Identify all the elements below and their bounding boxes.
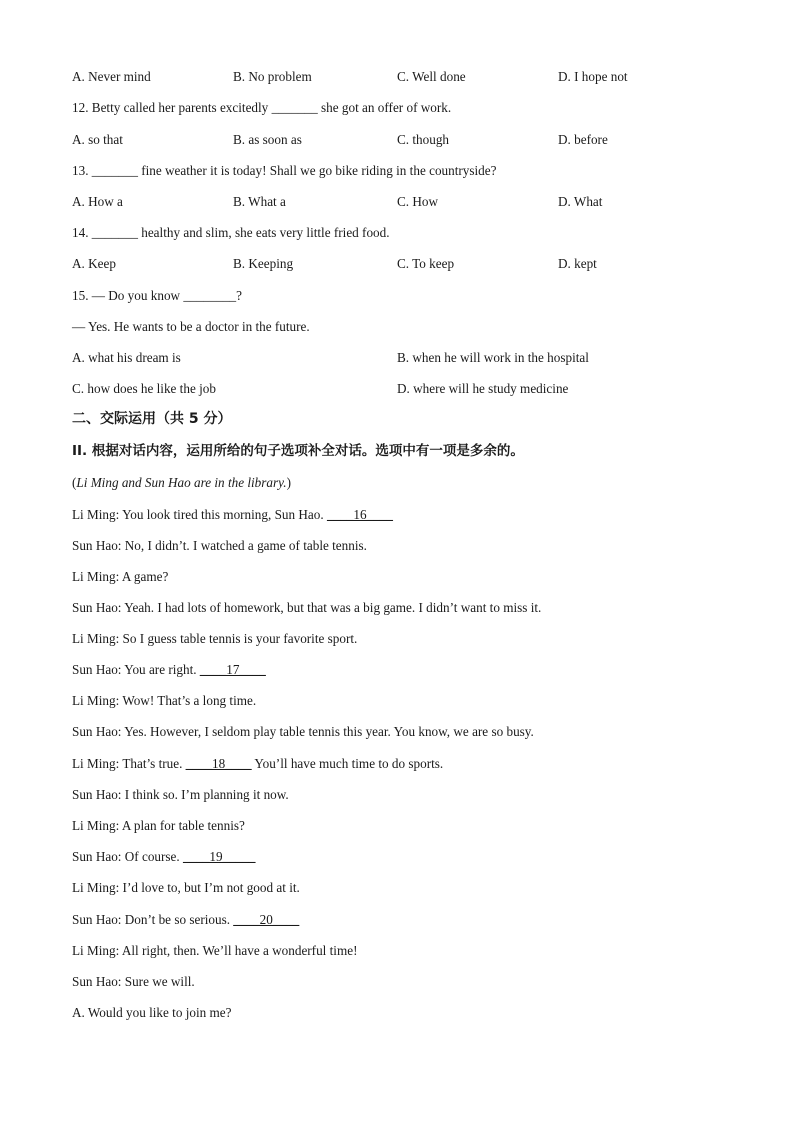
dialogue-line: Sun Hao: No, I didn’t. I watched a game of table tennis.: [72, 538, 367, 553]
q15-option-b: B. when he will work in the hospital: [397, 350, 589, 365]
dialogue-line: Li Ming: I’d love to, but I’m not good at it.: [72, 880, 300, 895]
answer-option-a: A. Would you like to join me?: [72, 1005, 232, 1020]
dialogue-line: Sun Hao: Yeah. I had lots of homework, but that was a big game. I didn’t want to miss it.: [72, 600, 542, 615]
question-14: [72, 225, 390, 241]
q11-option-c: C. Well done: [397, 69, 466, 84]
dialogue-line: [72, 756, 443, 772]
dialogue-line: [72, 849, 256, 865]
dialogue-line: Sun Hao: Sure we will.: [72, 974, 195, 989]
question-text: 12. Betty called her parents excitedly: [72, 100, 272, 115]
section-instruction: II. 根据对话内容，运用所给的句子选项补全对话。选项中有一项是多余的。: [72, 443, 524, 459]
q15-option-a: A. what his dream is: [72, 350, 181, 365]
question-13: [72, 163, 496, 179]
dialogue-line: Li Ming: A game?: [72, 569, 169, 584]
dialogue-text: Li Ming: You look tired this morning, Sun Hao.: [72, 507, 327, 522]
q11-option-b: B. No problem: [233, 69, 312, 84]
dialogue-text: Sun Hao: You are right.: [72, 662, 200, 677]
q12-option-a: A. so that: [72, 132, 123, 147]
answer-blank-20: ____20____: [233, 912, 300, 927]
question-text: 15. — Do you know: [72, 288, 184, 303]
scene-text: Li Ming and Sun Hao are in the library.: [76, 475, 287, 490]
dialogue-line: Li Ming: A plan for table tennis?: [72, 818, 245, 833]
q13-option-b: B. What a: [233, 194, 286, 209]
q15-option-c: C. how does he like the job: [72, 381, 216, 396]
q14-option-a: A. Keep: [72, 256, 116, 271]
answer-blank-17: ____17____: [199, 662, 266, 677]
dialogue-line: Li Ming: All right, then. We’ll have a wonderful time!: [72, 943, 358, 958]
answer-blank-18: ____18____: [185, 756, 252, 771]
answer-blank-19: ____19_____: [182, 849, 256, 864]
question-text-end: ?: [236, 288, 242, 303]
dialogue-line: Sun Hao: Yes. However, I seldom play table tennis this year. You know, we are so busy.: [72, 724, 534, 739]
answer-blank: ________: [183, 288, 237, 303]
question-text-end: fine weather it is today! Shall we go bike riding in the countryside?: [137, 163, 497, 178]
q11-option-a: A. Never mind: [72, 69, 151, 84]
q12-option-b: B. as soon as: [233, 132, 302, 147]
q12-option-d: D. before: [558, 132, 608, 147]
q14-option-c: C. To keep: [397, 256, 455, 271]
scene-note: [72, 475, 291, 491]
dialogue-line: [72, 507, 393, 523]
q13-option-d: D. What: [558, 194, 603, 209]
section-title: 二、交际运用（共 5 分）: [72, 411, 232, 427]
q13-option-a: A. How a: [72, 194, 123, 209]
dialogue-line: [72, 662, 266, 678]
dialogue-text: Sun Hao: Don’t be so serious.: [72, 912, 234, 927]
paren-close: ): [286, 475, 291, 490]
question-15: [72, 288, 242, 304]
answer-blank-16: ____16____: [326, 507, 393, 522]
question-12: [72, 100, 451, 116]
question-15-reply: — Yes. He wants to be a doctor in the future.: [72, 319, 310, 334]
dialogue-line: Li Ming: Wow! That’s a long time.: [72, 693, 257, 708]
q13-option-c: C. How: [397, 194, 439, 209]
question-text-end: healthy and slim, she eats very little fried food.: [137, 225, 390, 240]
dialogue-text: Li Ming: That’s true.: [72, 756, 186, 771]
q12-option-c: C. though: [397, 132, 450, 147]
question-text: 13.: [72, 163, 92, 178]
question-text-end: she got an offer of work.: [317, 100, 452, 115]
dialogue-line: [72, 912, 299, 928]
answer-blank: _______: [91, 225, 138, 240]
answer-blank: _______: [271, 100, 318, 115]
q11-option-d: D. I hope not: [558, 69, 628, 84]
q15-option-d: D. where will he study medicine: [397, 381, 569, 396]
question-text: 14.: [72, 225, 92, 240]
dialogue-text-end: You’ll have much time to do sports.: [251, 756, 444, 771]
paren-open: (: [72, 475, 77, 490]
dialogue-line: Li Ming: So I guess table tennis is your favorite sport.: [72, 631, 358, 646]
dialogue-line: Sun Hao: I think so. I’m planning it now.: [72, 787, 289, 802]
q14-option-d: D. kept: [558, 256, 597, 271]
dialogue-text: Sun Hao: Of course.: [72, 849, 183, 864]
answer-blank: _______: [91, 163, 138, 178]
q14-option-b: B. Keeping: [233, 256, 294, 271]
